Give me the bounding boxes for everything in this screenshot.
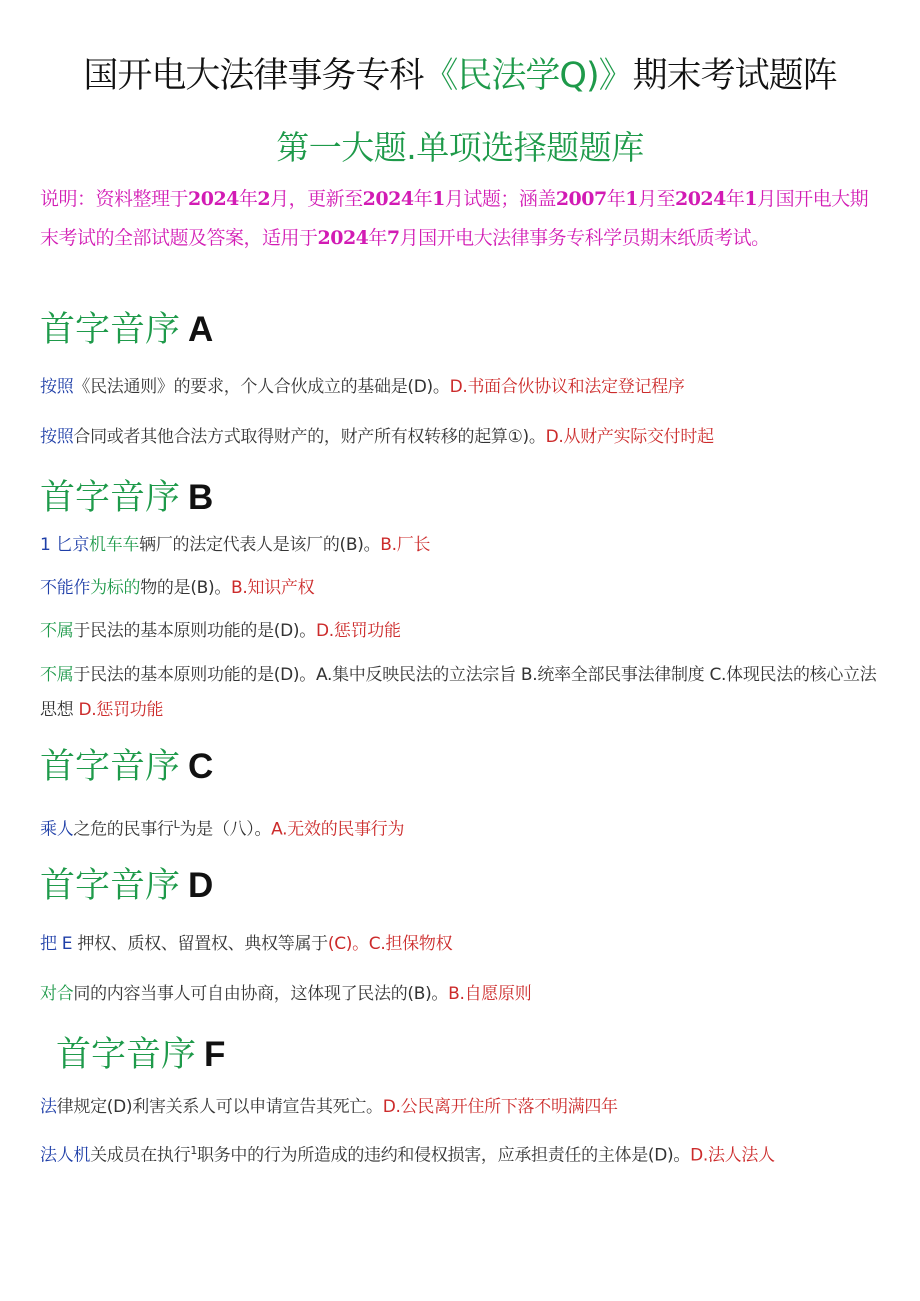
question-item [40,1090,880,1125]
question-item [40,614,880,649]
question-text: 职务中的行为所造成的违约和侵权损害，应承担责任的主体是(D)。 [197,1145,691,1166]
question-lead: 不属 [40,665,74,685]
question-text: 《民法通则》的要求，个人合伙成立的基础是(D)。 [73,377,450,397]
question-answer: D.书面合伙协议和法定登记程序 [449,377,685,397]
question-lead-extra: 为标的 [90,578,141,598]
note-text: 月国开电大期末考试的全部试题及答案，适用于 [40,188,869,249]
question-item [40,977,880,1012]
description-note [40,180,878,258]
section-header-a [40,308,213,352]
section-letter: F [204,1035,226,1074]
question-item [40,571,880,606]
note-text: 年 [368,227,387,249]
note-number: 2024 [362,188,414,210]
question-lead: 把 E [40,934,73,954]
note-number: 1 [432,188,445,210]
question-text: 律规定(D)利害关系人可以申请宣告其死亡。 [56,1097,383,1117]
title-part3: 期末考试题阵 [632,56,837,96]
question-item [40,927,880,962]
document-title [0,54,920,98]
question-text: 辆厂的法定代表人是该厂的(B)。 [139,535,381,555]
question-item [40,370,880,405]
question-text: 物的是(B)。 [140,578,232,598]
question-lead-extra: 机车车 [89,535,140,555]
question-lead: 按照 [40,377,74,397]
question-lead: 1 匕京 [40,535,90,555]
section-label: 首字音序 [40,866,181,906]
question-item [40,658,880,728]
note-text: 月至 [637,188,675,210]
section-label: 首字音序 [56,1035,197,1075]
question-item [40,420,880,455]
question-lead: 法人机 [40,1145,91,1166]
section-header-f [56,1033,225,1077]
section-letter: A [188,310,214,349]
note-text: 年 [413,188,433,210]
question-lead: 按照 [40,427,74,447]
question-answer: D.惩罚功能 [78,700,164,720]
question-answer: B.知识产权 [231,578,315,598]
question-text: 于民法的基本原则功能的是(D)。 [73,621,316,641]
question-answer: D.公民离开住所下落不明满四年 [382,1097,618,1117]
question-answer: D.法人法人 [690,1145,775,1166]
note-text: 月国开电大法律事务专科学员期末纸质考试。 [399,227,770,249]
question-text: 关成员在执行 [90,1145,191,1166]
question-answer: A.无效的民事行为 [271,819,405,840]
question-text: 合同或者其他合法方式取得财产的，财产所有权转移的起算①)。 [73,427,546,447]
question-lead: 对合 [40,984,74,1004]
section-label: 首字音序 [40,310,181,350]
note-number: 2007 [555,188,607,210]
section-letter: D [188,866,214,905]
question-answer: D.从财产实际交付时起 [545,427,714,447]
section-letter: C [188,747,214,786]
question-text: 于民法的基本原则功能的是(D)。A.集中反映民法的立法宗旨 B.统率全部民事法律制度 C.体现民法的核心立法思想 [40,665,877,720]
note-text: 年 [725,188,745,210]
section-label: 首字音序 [40,747,181,787]
question-lead: 乘人 [40,819,74,840]
note-number: 2024 [317,227,369,249]
question-lead: 不能作 [40,578,91,598]
question-answer: (C)。C.担保物权 [327,934,453,954]
note-number: 1 [625,188,638,210]
question-answer: B.自愿原则 [448,984,532,1004]
section-heading: 第一大题.单项选择题题库 [276,128,644,167]
question-lead: 不属 [40,621,74,641]
section-header-c [40,745,213,789]
section-letter: B [188,478,214,517]
note-text: 年 [238,188,258,210]
note-text: 月试题；涵盖 [444,188,556,210]
title-part1: 国开电大法律事务专科 [83,56,424,96]
question-lead: 法 [40,1097,57,1117]
note-number: 7 [386,227,400,249]
question-item [40,807,880,848]
question-text: 同的内容当事人可自由协商，这体现了民法的(B)。 [73,984,449,1004]
question-text: 押权、质权、留置权、典权等属于 [72,934,328,954]
question-item [40,1133,880,1174]
title-course-name: 《民法学Q)》 [423,56,633,96]
section-header-b [40,476,213,520]
question-answer: B.厂长 [380,535,431,555]
question-answer: D.惩罚功能 [315,621,401,641]
question-item [40,528,880,563]
question-text: 之危的民事行 [73,819,174,840]
question-text: 为是（八）。 [179,819,272,840]
section-label: 首字音序 [40,478,181,518]
note-number: 2024 [674,188,726,210]
note-number: 2 [257,188,271,210]
note-text: 说明：资料整理于 [40,188,189,210]
note-text: 月，更新至 [270,188,363,210]
superscript-mark: L [173,818,180,831]
note-number: 1 [744,188,758,210]
section-header-d [40,864,213,908]
note-number: 2024 [188,188,239,210]
note-text: 年 [606,188,626,210]
superscript-mark: 1 [190,1144,198,1157]
